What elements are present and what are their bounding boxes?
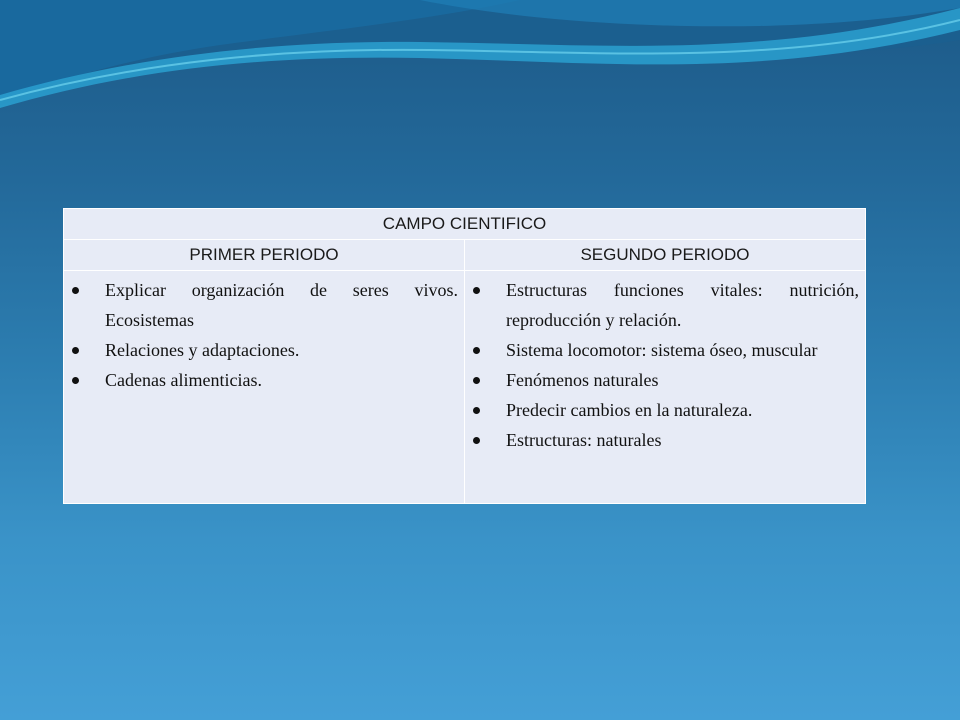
list-item-text: Sistema locomotor: sistema óseo, muscular <box>506 340 818 360</box>
list-item <box>469 365 859 395</box>
list-item-text: Cadenas alimenticias. <box>105 370 262 390</box>
bullet-icon <box>473 347 480 354</box>
primer-periodo-cell <box>64 271 465 504</box>
content-table-container <box>63 208 866 504</box>
list-item <box>68 335 458 365</box>
list-item <box>68 365 458 395</box>
list-item <box>469 395 859 425</box>
bullet-icon <box>72 347 79 354</box>
campo-cientifico-table <box>63 208 866 504</box>
table-title-row <box>64 209 866 240</box>
bullet-icon <box>473 287 480 294</box>
primer-periodo-header: PRIMER PERIODO <box>64 240 465 271</box>
list-item-text: Estructuras: naturales <box>506 430 662 450</box>
list-item <box>469 425 859 455</box>
bullet-icon <box>473 407 480 414</box>
list-item-text: Predecir cambios en la naturaleza. <box>506 400 753 420</box>
segundo-periodo-list <box>465 271 865 455</box>
table-header-row <box>64 240 866 271</box>
list-item <box>68 275 458 335</box>
primer-periodo-list <box>64 271 464 395</box>
list-item-text: Fenómenos naturales <box>506 370 659 390</box>
bullet-icon <box>473 437 480 444</box>
bullet-icon <box>72 287 79 294</box>
table-content-row <box>64 271 866 504</box>
list-item-text: Relaciones y adaptaciones. <box>105 340 300 360</box>
table-title-cell: CAMPO CIENTIFICO <box>64 209 866 240</box>
bullet-icon <box>473 377 480 384</box>
bullet-icon <box>72 377 79 384</box>
list-item-text: Explicar organización de seres vivos. Ecosistemas <box>105 280 458 330</box>
list-item <box>469 335 859 365</box>
header-wave-decoration <box>0 0 960 130</box>
list-item-text: Estructuras funciones vitales: nutrición, reproducción y relación. <box>506 280 859 330</box>
list-item <box>469 275 859 335</box>
segundo-periodo-cell <box>465 271 866 504</box>
segundo-periodo-header: SEGUNDO PERIODO <box>465 240 866 271</box>
